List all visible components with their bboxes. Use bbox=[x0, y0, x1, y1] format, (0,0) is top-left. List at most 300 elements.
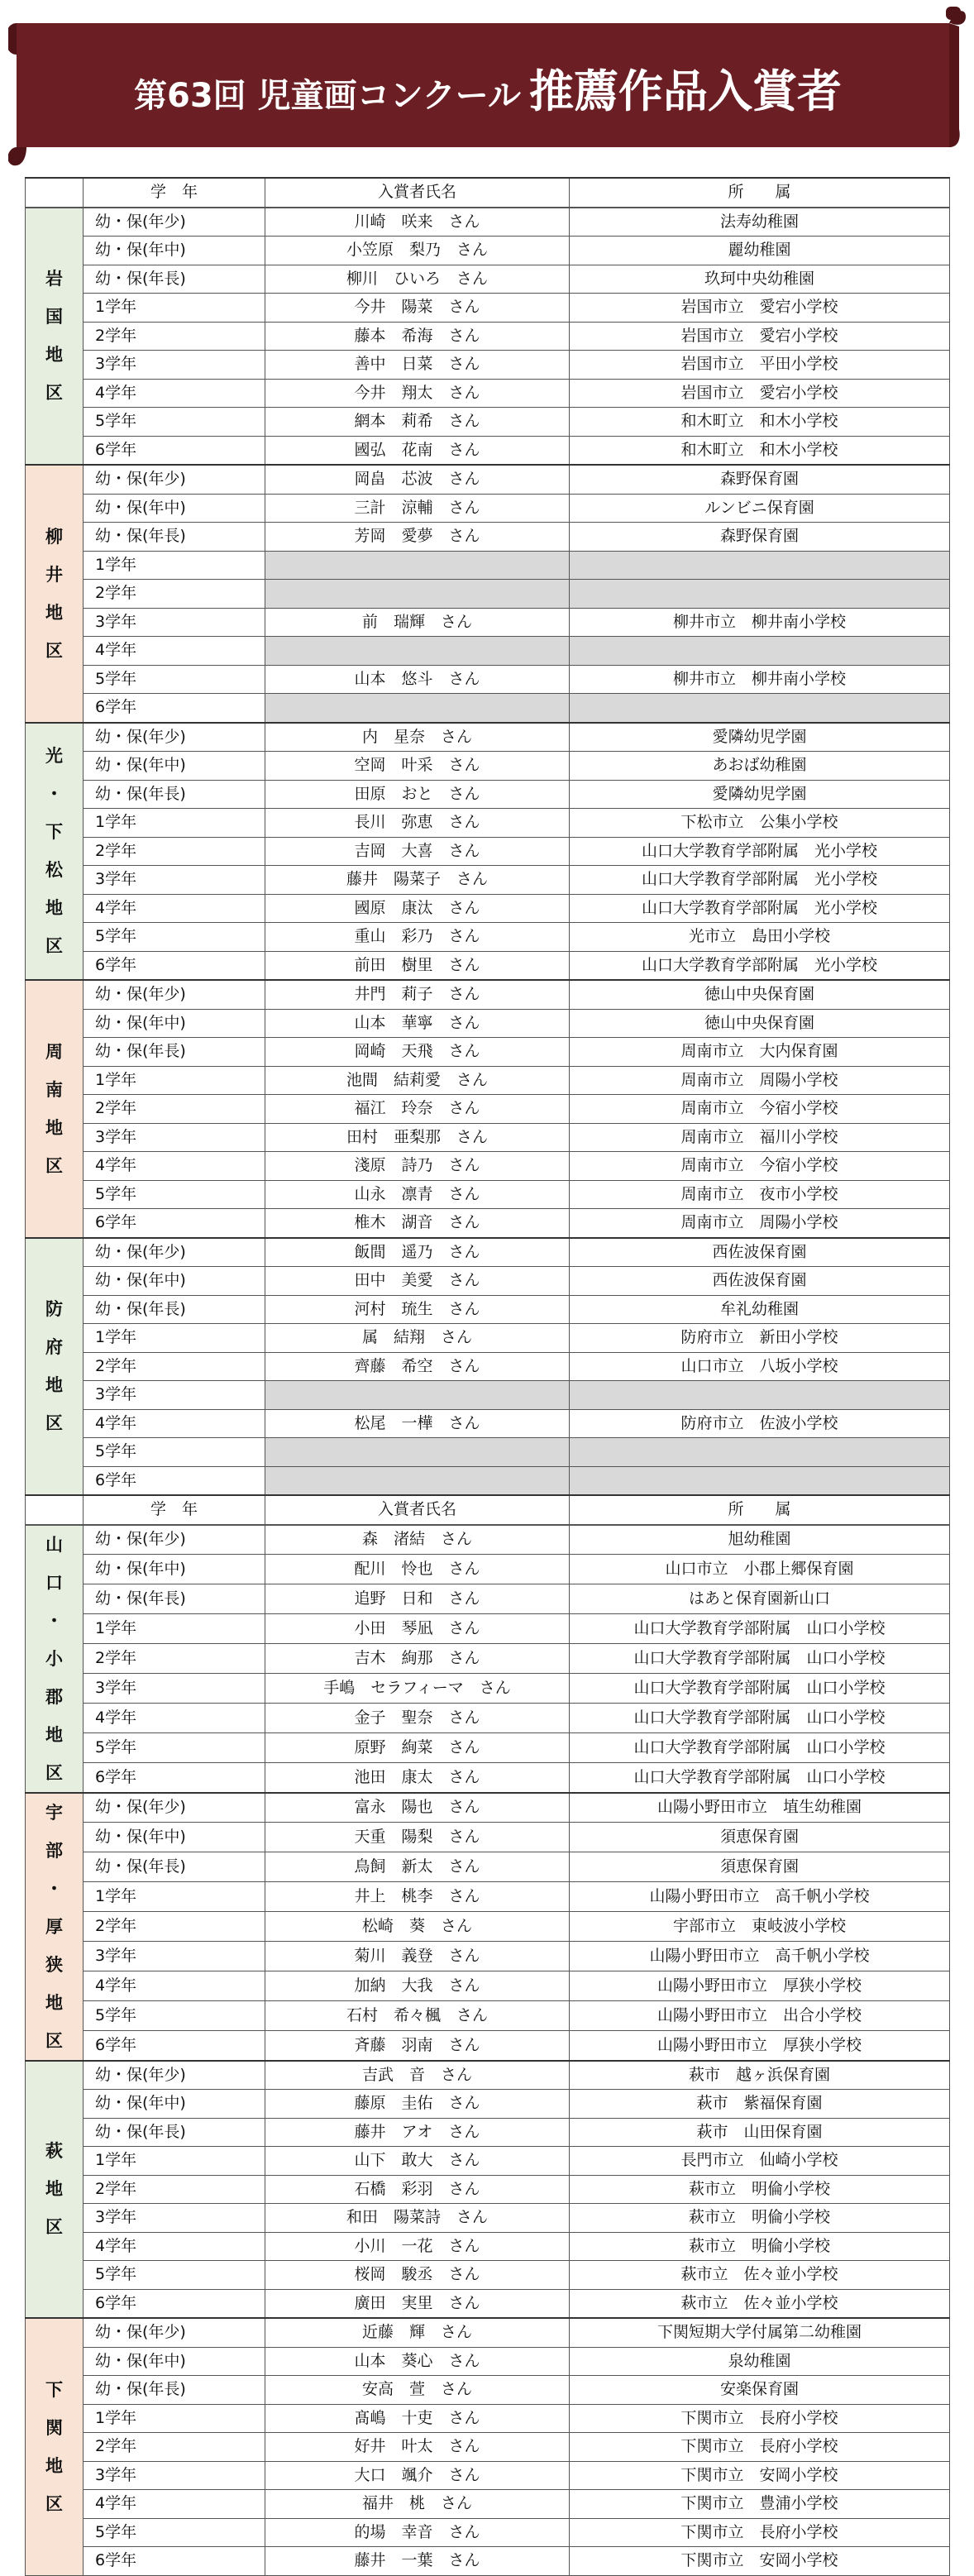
name-cell: 國弘 花南 さん bbox=[265, 436, 570, 465]
affiliation-cell: 山口大学教育学部附属 光小学校 bbox=[570, 837, 950, 866]
region-label bbox=[26, 1793, 84, 2061]
name-cell: 田原 おと さん bbox=[265, 780, 570, 809]
table-row bbox=[26, 465, 950, 494]
header-affiliation: 所 属 bbox=[570, 178, 950, 208]
grade-cell: 幼・保(年少) bbox=[84, 723, 265, 752]
grade-cell: 幼・保(年中) bbox=[84, 1555, 265, 1584]
table-row bbox=[26, 2289, 950, 2318]
table-row bbox=[26, 2376, 950, 2405]
affiliation-cell: 萩市立 明倫小学校 bbox=[570, 2175, 950, 2204]
region-label-char: 区 bbox=[45, 1413, 63, 1434]
region-label-char: 萩 bbox=[45, 2141, 63, 2162]
region-label-char: 防 bbox=[45, 1299, 63, 1320]
name-cell: 藤原 圭佑 さん bbox=[265, 2090, 570, 2119]
affiliation-cell bbox=[570, 551, 950, 580]
region-label-char: ・ bbox=[45, 1878, 63, 1899]
banner-title-main: 推薦作品入賞者 bbox=[529, 65, 842, 117]
affiliation-cell: 周南市立 周陽小学校 bbox=[570, 1066, 950, 1095]
name-cell: 前田 樹里 さん bbox=[265, 951, 570, 980]
grade-cell: 6学年 bbox=[84, 1209, 265, 1238]
table-row bbox=[26, 1324, 950, 1353]
affiliation-cell: 愛隣幼児学園 bbox=[570, 780, 950, 809]
grade-cell: 5学年 bbox=[84, 1180, 265, 1209]
name-cell: 金子 聖奈 さん bbox=[265, 1703, 570, 1732]
name-cell bbox=[265, 694, 570, 723]
award-table bbox=[25, 177, 950, 2576]
table-row bbox=[26, 1267, 950, 1296]
name-cell: 追野 日和 さん bbox=[265, 1584, 570, 1614]
affiliation-cell: 徳山中央保育園 bbox=[570, 980, 950, 1009]
name-cell: 鳥飼 新太 さん bbox=[265, 1852, 570, 1882]
grade-cell: 5学年 bbox=[84, 1438, 265, 1467]
table-row bbox=[26, 1438, 950, 1467]
grade-cell: 4学年 bbox=[84, 894, 265, 923]
name-cell: 芳岡 愛夢 さん bbox=[265, 523, 570, 552]
grade-cell: 1学年 bbox=[84, 551, 265, 580]
affiliation-cell: 下関市立 長府小学校 bbox=[570, 2433, 950, 2462]
name-cell: 属 結翔 さん bbox=[265, 1324, 570, 1353]
region-label-char: 周 bbox=[45, 1041, 63, 1062]
region-label-char: 区 bbox=[45, 1762, 63, 1783]
grade-cell: 3学年 bbox=[84, 1941, 265, 1971]
affiliation-cell: 岩国市立 愛宕小学校 bbox=[570, 322, 950, 351]
grade-cell: 2学年 bbox=[84, 837, 265, 866]
grade-cell: 4学年 bbox=[84, 379, 265, 408]
table-row bbox=[26, 1644, 950, 1674]
name-cell: 藤井 一葉 さん bbox=[265, 2547, 570, 2576]
name-cell bbox=[265, 637, 570, 666]
affiliation-cell: 下関市立 長府小学校 bbox=[570, 2404, 950, 2433]
name-cell: 小田 琴凪 さん bbox=[265, 1614, 570, 1644]
grade-cell: 2学年 bbox=[84, 2433, 265, 2462]
affiliation-cell: 周南市立 福川小学校 bbox=[570, 1123, 950, 1152]
region-label-char: 部 bbox=[45, 1840, 63, 1861]
name-cell: 富永 陽也 さん bbox=[265, 1793, 570, 1823]
name-cell: 今井 翔太 さん bbox=[265, 379, 570, 408]
affiliation-cell bbox=[570, 637, 950, 666]
name-cell: 石橋 彩羽 さん bbox=[265, 2175, 570, 2204]
table-row bbox=[26, 1673, 950, 1703]
name-cell: 井上 桃李 さん bbox=[265, 1882, 570, 1912]
table-row bbox=[26, 379, 950, 408]
table-row bbox=[26, 551, 950, 580]
name-cell: 山下 敢大 さん bbox=[265, 2147, 570, 2176]
affiliation-cell: 防府市立 佐波小学校 bbox=[570, 1409, 950, 1438]
grade-cell: 1学年 bbox=[84, 294, 265, 323]
affiliation-cell: 山口大学教育学部附属 山口小学校 bbox=[570, 1762, 950, 1792]
grade-cell: 幼・保(年長) bbox=[84, 265, 265, 294]
table-row bbox=[26, 1703, 950, 1732]
table-row bbox=[26, 1762, 950, 1792]
region-label-char: 府 bbox=[45, 1337, 63, 1358]
affiliation-cell bbox=[570, 1438, 950, 1467]
header-grade: 学 年 bbox=[84, 1495, 265, 1525]
table-row bbox=[26, 1584, 950, 1614]
table-row bbox=[26, 608, 950, 637]
table-row bbox=[26, 1971, 950, 2000]
affiliation-cell: 法寿幼稚園 bbox=[570, 208, 950, 237]
affiliation-cell: 和木町立 和木小学校 bbox=[570, 408, 950, 437]
name-cell: 小川 一花 さん bbox=[265, 2232, 570, 2261]
name-cell: 配川 怜也 さん bbox=[265, 1555, 570, 1584]
name-cell bbox=[265, 580, 570, 609]
region-label bbox=[26, 208, 84, 466]
grade-cell: 4学年 bbox=[84, 2232, 265, 2261]
table-row bbox=[26, 1466, 950, 1495]
grade-cell: 幼・保(年中) bbox=[84, 494, 265, 523]
name-cell: 原野 絢菜 さん bbox=[265, 1732, 570, 1762]
table-row bbox=[26, 1180, 950, 1209]
region-label-char: 地 bbox=[45, 1375, 63, 1396]
grade-cell: 幼・保(年長) bbox=[84, 1584, 265, 1614]
table-row bbox=[26, 780, 950, 809]
name-cell: 近藤 輝 さん bbox=[265, 2318, 570, 2347]
table-row bbox=[26, 723, 950, 752]
affiliation-cell: 須恵保育園 bbox=[570, 1852, 950, 1882]
grade-cell: 幼・保(年少) bbox=[84, 2061, 265, 2090]
name-cell: 今井 陽菜 さん bbox=[265, 294, 570, 323]
table-row bbox=[26, 1882, 950, 1912]
grade-cell: 2学年 bbox=[84, 1352, 265, 1381]
table-row bbox=[26, 752, 950, 781]
table-row bbox=[26, 665, 950, 694]
region-label-char: 柳 bbox=[45, 526, 63, 547]
name-cell: 池田 康太 さん bbox=[265, 1762, 570, 1792]
affiliation-cell bbox=[570, 694, 950, 723]
grade-cell: 3学年 bbox=[84, 2204, 265, 2233]
grade-cell: 幼・保(年少) bbox=[84, 980, 265, 1009]
table-row bbox=[26, 1209, 950, 1238]
name-cell bbox=[265, 1438, 570, 1467]
region-label bbox=[26, 1525, 84, 1793]
name-cell: 山本 葵心 さん bbox=[265, 2347, 570, 2376]
grade-cell: 6学年 bbox=[84, 2289, 265, 2318]
grade-cell: 5学年 bbox=[84, 923, 265, 952]
affiliation-cell: 牟礼幼稚園 bbox=[570, 1295, 950, 1324]
table-row bbox=[26, 2518, 950, 2547]
grade-cell: 2学年 bbox=[84, 2175, 265, 2204]
name-cell: 川崎 咲来 さん bbox=[265, 208, 570, 237]
region-label bbox=[26, 723, 84, 981]
table-row bbox=[26, 1793, 950, 1823]
affiliation-cell: 山陽小野田市立 出合小学校 bbox=[570, 2000, 950, 2030]
grade-cell: 2学年 bbox=[84, 1912, 265, 1942]
affiliation-cell: 和木町立 和木小学校 bbox=[570, 436, 950, 465]
table-row bbox=[26, 265, 950, 294]
header-row bbox=[26, 1495, 950, 1525]
region-label-char: 国 bbox=[45, 307, 63, 327]
affiliation-cell: 山陽小野田市立 高千帆小学校 bbox=[570, 1882, 950, 1912]
name-cell: 田中 美愛 さん bbox=[265, 1267, 570, 1296]
grade-cell: 1学年 bbox=[84, 1324, 265, 1353]
affiliation-cell: 下関市立 安岡小学校 bbox=[570, 2461, 950, 2490]
table-row bbox=[26, 2261, 950, 2290]
table-row bbox=[26, 2090, 950, 2119]
grade-cell: 幼・保(年中) bbox=[84, 1267, 265, 1296]
table-row bbox=[26, 809, 950, 838]
affiliation-cell: 柳井市立 柳井南小学校 bbox=[570, 608, 950, 637]
table-row bbox=[26, 2232, 950, 2261]
grade-cell: 2学年 bbox=[84, 580, 265, 609]
table-row bbox=[26, 294, 950, 323]
grade-cell: 6学年 bbox=[84, 951, 265, 980]
title-banner bbox=[8, 5, 967, 170]
table-row bbox=[26, 2204, 950, 2233]
affiliation-cell: 岩国市立 平田小学校 bbox=[570, 351, 950, 380]
affiliation-cell: 下関市立 安岡小学校 bbox=[570, 2547, 950, 2576]
region-label-char: 光 bbox=[45, 746, 63, 767]
grade-cell: 4学年 bbox=[84, 1409, 265, 1438]
affiliation-cell: 森野保育園 bbox=[570, 523, 950, 552]
table-row bbox=[26, 1941, 950, 1971]
table-row bbox=[26, 580, 950, 609]
grade-cell: 3学年 bbox=[84, 608, 265, 637]
name-cell: 斉藤 羽南 さん bbox=[265, 2030, 570, 2060]
affiliation-cell: 萩市 山田保育園 bbox=[570, 2118, 950, 2147]
table-row bbox=[26, 322, 950, 351]
grade-cell: 3学年 bbox=[84, 1673, 265, 1703]
table-row bbox=[26, 1295, 950, 1324]
affiliation-cell: 下松市立 公集小学校 bbox=[570, 809, 950, 838]
affiliation-cell: 周南市立 大内保育園 bbox=[570, 1038, 950, 1067]
grade-cell: 3学年 bbox=[84, 866, 265, 895]
region-label-char: 厚 bbox=[45, 1916, 63, 1937]
grade-cell: 幼・保(年少) bbox=[84, 1525, 265, 1555]
name-cell: 山永 凛青 さん bbox=[265, 1180, 570, 1209]
name-cell: 長川 弥恵 さん bbox=[265, 809, 570, 838]
name-cell: 藤井 アオ さん bbox=[265, 2118, 570, 2147]
affiliation-cell: 下関短期大学付属第二幼稚園 bbox=[570, 2318, 950, 2347]
affiliation-cell: 山口市立 八坂小学校 bbox=[570, 1352, 950, 1381]
affiliation-cell: 山陽小野田市立 厚狭小学校 bbox=[570, 1971, 950, 2000]
table-row bbox=[26, 1123, 950, 1152]
table-row bbox=[26, 408, 950, 437]
table-row bbox=[26, 2118, 950, 2147]
affiliation-cell: 旭幼稚園 bbox=[570, 1525, 950, 1555]
name-cell: 好井 叶太 さん bbox=[265, 2433, 570, 2462]
affiliation-cell: 山口大学教育学部附属 山口小学校 bbox=[570, 1644, 950, 1674]
region-label-char: 松 bbox=[45, 860, 63, 881]
name-cell bbox=[265, 1381, 570, 1410]
region-label-char: 区 bbox=[45, 2217, 63, 2238]
region-label bbox=[26, 980, 84, 1238]
name-cell: 岡畠 芯波 さん bbox=[265, 465, 570, 494]
header-region-blank bbox=[26, 1495, 84, 1525]
affiliation-cell bbox=[570, 1381, 950, 1410]
table-row bbox=[26, 1009, 950, 1038]
affiliation-cell: 安楽保育園 bbox=[570, 2376, 950, 2405]
table-row bbox=[26, 637, 950, 666]
table-row bbox=[26, 1732, 950, 1762]
name-cell: 松尾 一樺 さん bbox=[265, 1409, 570, 1438]
name-cell bbox=[265, 551, 570, 580]
grade-cell: 6学年 bbox=[84, 2547, 265, 2576]
region-label-char: 区 bbox=[45, 1155, 63, 1176]
affiliation-cell: ルンビニ保育園 bbox=[570, 494, 950, 523]
grade-cell: 1学年 bbox=[84, 2147, 265, 2176]
name-cell: 三計 涼輔 さん bbox=[265, 494, 570, 523]
region-label-char: 地 bbox=[45, 1724, 63, 1745]
name-cell: 齊藤 希空 さん bbox=[265, 1352, 570, 1381]
affiliation-cell: 山口大学教育学部附属 山口小学校 bbox=[570, 1614, 950, 1644]
name-cell: 吉武 音 さん bbox=[265, 2061, 570, 2090]
grade-cell: 幼・保(年長) bbox=[84, 1852, 265, 1882]
affiliation-cell: はあと保育園新山口 bbox=[570, 1584, 950, 1614]
grade-cell: 5学年 bbox=[84, 2518, 265, 2547]
table-row bbox=[26, 1525, 950, 1555]
table-row bbox=[26, 2490, 950, 2519]
grade-cell: 幼・保(年中) bbox=[84, 1009, 265, 1038]
name-cell: 淺原 詩乃 さん bbox=[265, 1152, 570, 1181]
table-row bbox=[26, 2461, 950, 2490]
affiliation-cell: 萩市立 佐々並小学校 bbox=[570, 2289, 950, 2318]
grade-cell: 幼・保(年少) bbox=[84, 1793, 265, 1823]
affiliation-cell: 山陽小野田市立 高千帆小学校 bbox=[570, 1941, 950, 1971]
name-cell: 空岡 叶采 さん bbox=[265, 752, 570, 781]
affiliation-cell: あおば幼稚園 bbox=[570, 752, 950, 781]
name-cell: 森 渚結 さん bbox=[265, 1525, 570, 1555]
affiliation-cell: 山口大学教育学部附属 山口小学校 bbox=[570, 1732, 950, 1762]
affiliation-cell: 泉幼稚園 bbox=[570, 2347, 950, 2376]
grade-cell: 幼・保(年中) bbox=[84, 1823, 265, 1852]
name-cell: 石村 希々楓 さん bbox=[265, 2000, 570, 2030]
name-cell: 河村 琉生 さん bbox=[265, 1295, 570, 1324]
region-label-char: 宇 bbox=[45, 1802, 63, 1823]
affiliation-cell: 徳山中央保育園 bbox=[570, 1009, 950, 1038]
grade-cell: 2学年 bbox=[84, 1095, 265, 1124]
table-row bbox=[26, 894, 950, 923]
region-label-char: 下 bbox=[45, 822, 63, 843]
table-row bbox=[26, 2547, 950, 2576]
affiliation-cell: 山口大学教育学部附属 光小学校 bbox=[570, 951, 950, 980]
affiliation-cell: 西佐波保育園 bbox=[570, 1267, 950, 1296]
name-cell: 天重 陽梨 さん bbox=[265, 1823, 570, 1852]
name-cell: 善中 日菜 さん bbox=[265, 351, 570, 380]
affiliation-cell: 玖珂中央幼稚園 bbox=[570, 265, 950, 294]
name-cell: 田村 亜梨那 さん bbox=[265, 1123, 570, 1152]
table-row bbox=[26, 1823, 950, 1852]
region-label bbox=[26, 2318, 84, 2575]
affiliation-cell bbox=[570, 1466, 950, 1495]
grade-cell: 1学年 bbox=[84, 1066, 265, 1095]
region-label-char: 地 bbox=[45, 345, 63, 366]
region-label-char: 関 bbox=[45, 2417, 63, 2438]
affiliation-cell: 周南市立 夜市小学校 bbox=[570, 1180, 950, 1209]
region-label-char: ・ bbox=[45, 1610, 63, 1631]
grade-cell: 幼・保(年少) bbox=[84, 208, 265, 237]
region-label-char: 山 bbox=[45, 1534, 63, 1555]
region-label-char: 下 bbox=[45, 2379, 63, 2400]
name-cell: 加納 大我 さん bbox=[265, 1971, 570, 2000]
grade-cell: 5学年 bbox=[84, 408, 265, 437]
header-name: 入賞者氏名 bbox=[265, 1495, 570, 1525]
region-label-char: 区 bbox=[45, 936, 63, 957]
table-row bbox=[26, 1912, 950, 1942]
name-cell: 椎木 湖音 さん bbox=[265, 1209, 570, 1238]
affiliation-cell: 愛隣幼児学園 bbox=[570, 723, 950, 752]
table-row bbox=[26, 1238, 950, 1267]
name-cell: 山本 華寧 さん bbox=[265, 1009, 570, 1038]
grade-cell: 5学年 bbox=[84, 665, 265, 694]
table-row bbox=[26, 1852, 950, 1882]
grade-cell: 幼・保(年長) bbox=[84, 523, 265, 552]
table-row bbox=[26, 1152, 950, 1181]
header-region-blank bbox=[26, 178, 84, 208]
affiliation-cell: 山口大学教育学部附属 山口小学校 bbox=[570, 1673, 950, 1703]
table-row bbox=[26, 2147, 950, 2176]
grade-cell: 6学年 bbox=[84, 1466, 265, 1495]
grade-cell: 4学年 bbox=[84, 637, 265, 666]
award-table-body bbox=[26, 178, 950, 2575]
affiliation-cell: 宇部市立 東岐波小学校 bbox=[570, 1912, 950, 1942]
table-row bbox=[26, 980, 950, 1009]
affiliation-cell: 山口大学教育学部附属 光小学校 bbox=[570, 866, 950, 895]
affiliation-cell: 下関市立 豊浦小学校 bbox=[570, 2490, 950, 2519]
grade-cell: 幼・保(年少) bbox=[84, 2318, 265, 2347]
name-cell: 小笠原 梨乃 さん bbox=[265, 237, 570, 265]
affiliation-cell: 山陽小野田市立 厚狭小学校 bbox=[570, 2030, 950, 2060]
table-row bbox=[26, 2318, 950, 2347]
name-cell: 内 星奈 さん bbox=[265, 723, 570, 752]
affiliation-cell: 萩市立 明倫小学校 bbox=[570, 2204, 950, 2233]
grade-cell: 1学年 bbox=[84, 1882, 265, 1912]
affiliation-cell: 下関市立 長府小学校 bbox=[570, 2518, 950, 2547]
grade-cell: 幼・保(年長) bbox=[84, 2376, 265, 2405]
name-cell: 井門 莉子 さん bbox=[265, 980, 570, 1009]
grade-cell: 2学年 bbox=[84, 1644, 265, 1674]
affiliation-cell: 岩国市立 愛宕小学校 bbox=[570, 379, 950, 408]
region-label-char: 郡 bbox=[45, 1686, 63, 1707]
name-cell bbox=[265, 1466, 570, 1495]
name-cell: 桜岡 駿丞 さん bbox=[265, 2261, 570, 2290]
name-cell: 手嶋 セラフィーマ さん bbox=[265, 1673, 570, 1703]
affiliation-cell: 萩市 紫福保育園 bbox=[570, 2090, 950, 2119]
table-row bbox=[26, 1614, 950, 1644]
grade-cell: 5学年 bbox=[84, 1732, 265, 1762]
grade-cell: 幼・保(年長) bbox=[84, 2118, 265, 2147]
region-label-char: 地 bbox=[45, 1992, 63, 2013]
header-affiliation: 所 属 bbox=[570, 1495, 950, 1525]
table-row bbox=[26, 694, 950, 723]
grade-cell: 1学年 bbox=[84, 1614, 265, 1644]
affiliation-cell: 周南市立 周陽小学校 bbox=[570, 1209, 950, 1238]
region-label-char: 地 bbox=[45, 602, 63, 623]
affiliation-cell: 山陽小野田市立 埴生幼稚園 bbox=[570, 1793, 950, 1823]
grade-cell: 6学年 bbox=[84, 694, 265, 723]
table-row bbox=[26, 1352, 950, 1381]
name-cell: 柳川 ひいろ さん bbox=[265, 265, 570, 294]
grade-cell: 2学年 bbox=[84, 322, 265, 351]
affiliation-cell: 須恵保育園 bbox=[570, 1823, 950, 1852]
grade-cell: 幼・保(年中) bbox=[84, 237, 265, 265]
region-label-char: ・ bbox=[45, 784, 63, 805]
affiliation-cell: 長門市立 仙崎小学校 bbox=[570, 2147, 950, 2176]
table-row bbox=[26, 951, 950, 980]
name-cell: 菊川 義登 さん bbox=[265, 1941, 570, 1971]
affiliation-cell: 萩市立 明倫小学校 bbox=[570, 2232, 950, 2261]
grade-cell: 4学年 bbox=[84, 2490, 265, 2519]
region-label-char: 区 bbox=[45, 2030, 63, 2051]
name-cell: 重山 彩乃 さん bbox=[265, 923, 570, 952]
region-label-char: 小 bbox=[45, 1648, 63, 1669]
name-cell: 和田 陽菜詩 さん bbox=[265, 2204, 570, 2233]
table-row bbox=[26, 1555, 950, 1584]
table-row bbox=[26, 494, 950, 523]
region-label-char: 口 bbox=[45, 1572, 63, 1593]
name-cell: 大口 颯介 さん bbox=[265, 2461, 570, 2490]
table-row bbox=[26, 2404, 950, 2433]
table-row bbox=[26, 436, 950, 465]
